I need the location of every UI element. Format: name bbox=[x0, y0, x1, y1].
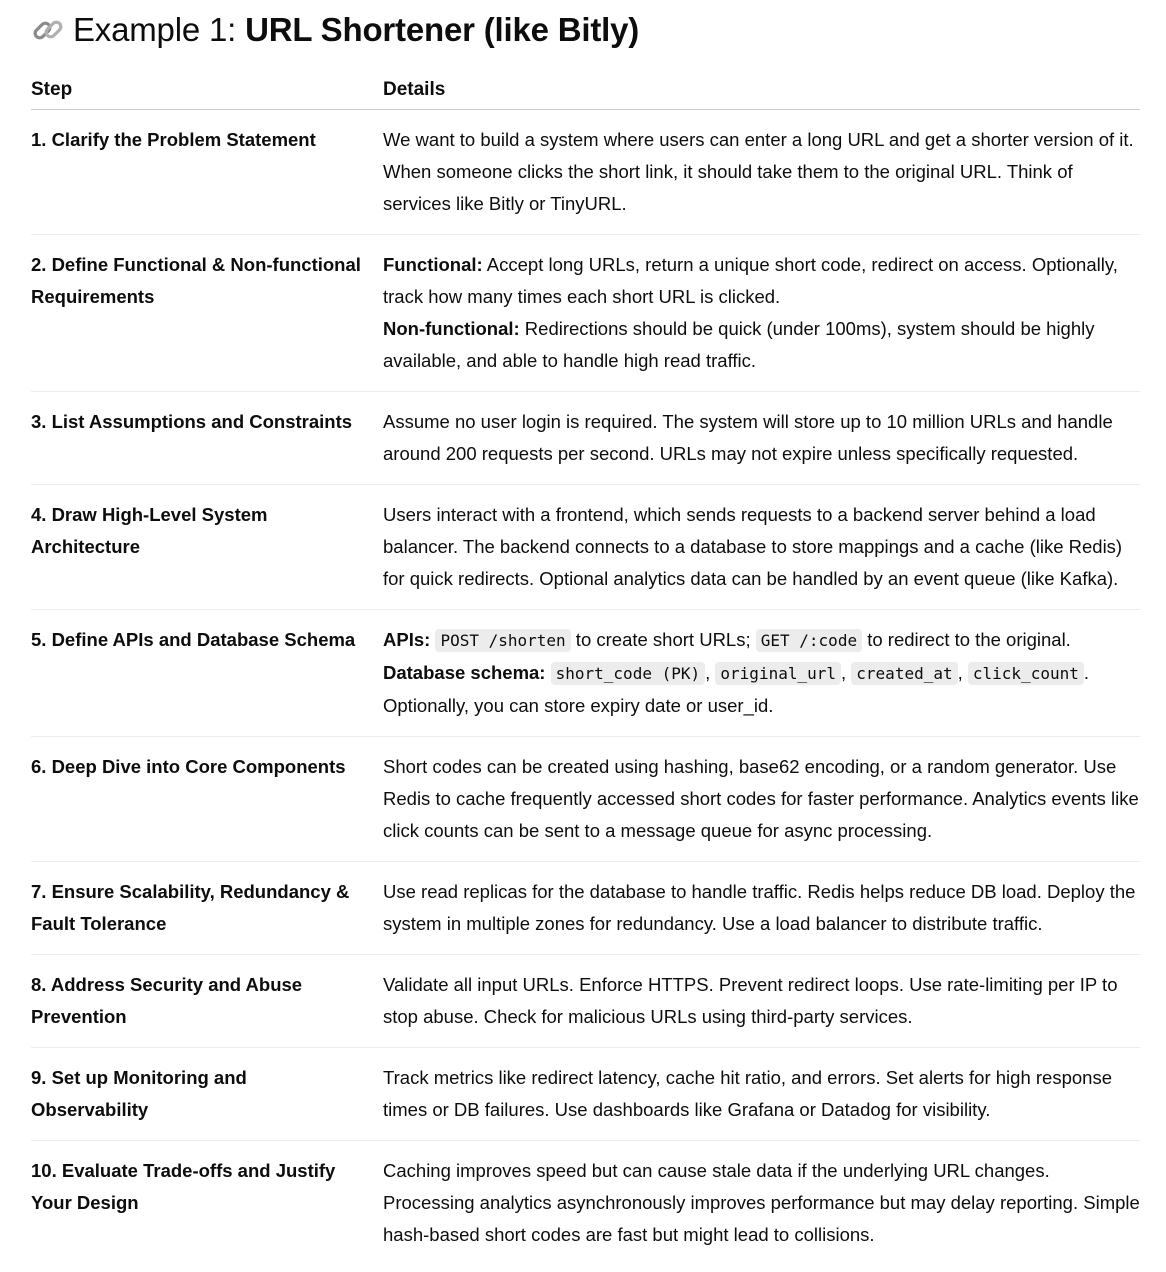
functional-line bbox=[383, 249, 1140, 313]
details-cell: Caching improves speed but can cause stale data if the underlying URL changes. Processing analytics asynchronously improves performance but may delay reporting. Simple hash-based short codes are fast but might lead to collisions. bbox=[383, 1160, 1140, 1245]
schema-sep: , bbox=[705, 662, 716, 683]
nonfunctional-text: Redirections should be quick (under 100ms), system should be highly available, and able to handle high read traffic. bbox=[383, 318, 1095, 371]
step-cell: 7. Ensure Scalability, Redundancy & Fault Tolerance bbox=[31, 862, 383, 955]
schema-field-code: original_url bbox=[715, 662, 841, 685]
functional-label: Functional: bbox=[383, 254, 483, 275]
step-cell: 10. Evaluate Trade-offs and Justify Your Design bbox=[31, 1160, 336, 1213]
details-cell: Users interact with a frontend, which sends requests to a backend server behind a load balancer. The backend connects to a database to store mappings and a cache (like Redis) for quick redirects. Optional analytics data can be handled by an event queue (like Kafka). bbox=[383, 485, 1140, 610]
api-get-text: to redirect to the original. bbox=[862, 629, 1071, 650]
api-post-text: to create short URLs; bbox=[570, 629, 756, 650]
link-icon bbox=[31, 13, 65, 47]
step-cell: 1. Clarify the Problem Statement bbox=[31, 110, 383, 235]
schema-field-code: short_code (PK) bbox=[551, 662, 706, 685]
table-header-row bbox=[31, 70, 1140, 110]
table-row bbox=[31, 485, 1140, 610]
details-cell: We want to build a system where users can enter a long URL and get a shorter version of it. When someone clicks the short link, it should take them to the original URL. Think of services like Bitly or TinyURL. bbox=[383, 110, 1140, 235]
details-cell: Track metrics like redirect latency, cache hit ratio, and errors. Set alerts for high response times or DB failures. Use dashboards like Grafana or Datadog for visibility. bbox=[383, 1048, 1140, 1141]
title-prefix: Example 1: bbox=[73, 11, 237, 48]
table-row bbox=[31, 235, 1140, 392]
table-row bbox=[31, 862, 1140, 955]
table-row bbox=[31, 955, 1140, 1048]
step-cell: 3. List Assumptions and Constraints bbox=[31, 392, 383, 485]
details-cell: Assume no user login is required. The system will store up to 10 million URLs and handle around 200 requests per second. URLs may not expire unless specifically requested. bbox=[383, 392, 1140, 485]
functional-text: Accept long URLs, return a unique short code, redirect on access. Optionally, track how many times each short URL is clicked. bbox=[383, 254, 1118, 307]
schema-end: . bbox=[1083, 662, 1089, 683]
details-cell bbox=[383, 610, 1140, 737]
table-row bbox=[31, 1141, 1140, 1266]
table-row bbox=[31, 1048, 1140, 1141]
schema-sep: , bbox=[841, 662, 852, 683]
step-cell: 9. Set up Monitoring and Observability bbox=[31, 1048, 383, 1141]
table-row bbox=[31, 737, 1140, 862]
schema-field-code: created_at bbox=[851, 662, 957, 685]
schema-tail: Optionally, you can store expiry date or user_id. bbox=[383, 695, 774, 716]
apis-label: APIs: bbox=[383, 629, 431, 650]
header-step: Step bbox=[31, 70, 383, 110]
table-row bbox=[31, 110, 1140, 235]
schema-sep: , bbox=[957, 662, 968, 683]
details-cell: Use read replicas for the database to handle traffic. Redis helps reduce DB load. Deploy the system in multiple zones for redundancy. Use a load balancer to distribute traffic. bbox=[383, 862, 1140, 955]
step-cell: 4. Draw High-Level System Architecture bbox=[31, 485, 383, 610]
step-cell: 5. Define APIs and Database Schema bbox=[31, 610, 383, 737]
header-details: Details bbox=[383, 70, 1140, 110]
schema-line bbox=[383, 657, 1140, 722]
steps-table bbox=[31, 70, 1140, 1265]
step-cell: 6. Deep Dive into Core Components bbox=[31, 737, 383, 862]
details-cell bbox=[383, 235, 1140, 392]
schema-field-code: click_count bbox=[968, 662, 1084, 685]
table-row bbox=[31, 392, 1140, 485]
page-title bbox=[31, 8, 639, 52]
nonfunctional-label: Non-functional: bbox=[383, 318, 520, 339]
step-cell: 2. Define Functional & Non-functional Requirements bbox=[31, 235, 383, 392]
schema-label: Database schema: bbox=[383, 662, 546, 683]
nonfunctional-line bbox=[383, 313, 1140, 377]
details-cell: Short codes can be created using hashing, base62 encoding, or a random generator. Use Redis to cache frequently accessed short codes for faster performance. Analytics events like click counts can be sent to a message queue for async processing. bbox=[383, 737, 1140, 862]
table-row bbox=[31, 610, 1140, 737]
title-main: URL Shortener (like Bitly) bbox=[245, 11, 640, 48]
step-cell: 8. Address Security and Abuse Prevention bbox=[31, 955, 383, 1048]
api-get-code: GET /:code bbox=[756, 629, 862, 652]
details-cell: Validate all input URLs. Enforce HTTPS. Prevent redirect loops. Use rate-limiting per IP to stop abuse. Check for malicious URLs using third-party services. bbox=[383, 955, 1140, 1048]
apis-line bbox=[383, 624, 1140, 657]
api-post-code: POST /shorten bbox=[435, 629, 570, 652]
